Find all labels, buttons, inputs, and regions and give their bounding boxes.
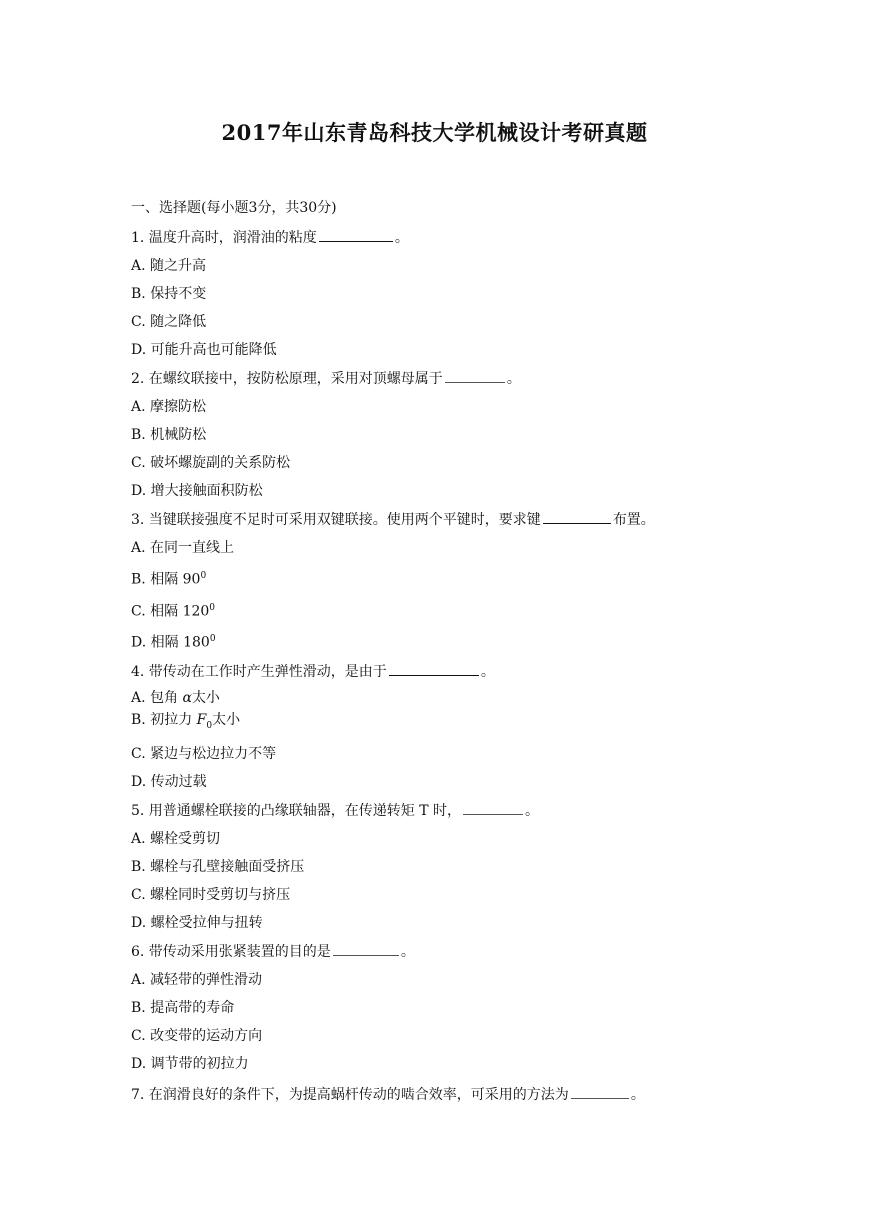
option: C. 破坏螺旋副的关系防松 — [131, 455, 291, 471]
question-1-stem: 1. 温度升高时，润滑油的粘度 。 — [131, 227, 811, 248]
question-2-stem: 2. 在螺纹联接中，按防松原理，采用对顶螺母属于 。 — [131, 368, 811, 389]
option: D. 螺栓受拉伸与扭转 — [131, 914, 263, 931]
option: B. 提高带的寿命 — [131, 999, 235, 1016]
answer-blank — [571, 1084, 629, 1099]
option: B. 保持不变 — [131, 286, 207, 302]
option: B. 初拉力 $F_0$太小 — [131, 711, 241, 731]
option: D. 增大接触面积防松 — [131, 483, 263, 499]
option: A. 包角 α太小 — [131, 689, 220, 706]
answer-blank — [319, 227, 393, 242]
option: C. 紧边与松边拉力不等 — [131, 745, 277, 762]
option: B. 机械防松 — [131, 427, 207, 443]
answer-blank — [445, 368, 505, 383]
option: C. 随之降低 — [131, 314, 207, 330]
question-3-stem: 3. 当键联接强度不足时可采用双键联接。使用两个平键时，要求键 布置。 — [131, 509, 811, 530]
option: D. 传动过载 — [131, 773, 207, 790]
option: B. 相隔 $90^0$ — [131, 571, 207, 588]
option: A. 减轻带的弹性滑动 — [131, 971, 263, 988]
option: C. 改变带的运动方向 — [131, 1027, 263, 1044]
question-5-stem: 5. 用普通螺栓联接的凸缘联轴器，在传递转矩 T 时， 。 — [131, 800, 811, 821]
option: D. 可能升高也可能降低 — [131, 342, 277, 358]
question-list — [131, 198, 811, 1105]
option: C. 相隔 $120^0$ — [131, 602, 216, 620]
option: D. 相隔 $180^0$ — [131, 634, 216, 651]
option: B. 螺栓与孔壁接触面受挤压 — [131, 858, 305, 875]
option: C. 螺栓同时受剪切与挤压 — [131, 886, 291, 903]
answer-blank — [389, 661, 479, 676]
document-title: 2017年山东青岛科技大学机械设计考研真题 — [221, 120, 648, 145]
answer-blank — [333, 941, 399, 956]
question-4-stem: 4. 带传动在工作时产生弹性滑动，是由于 。 — [131, 661, 811, 682]
question-7-stem: 7. 在润滑良好的条件下，为提高蜗杆传动的啮合效率，可采用的方法为 。 — [131, 1084, 811, 1105]
option: A. 随之升高 — [131, 258, 207, 274]
option: A. 在同一直线上 — [131, 540, 235, 556]
option: A. 螺栓受剪切 — [131, 830, 221, 847]
option: D. 调节带的初拉力 — [131, 1055, 249, 1072]
section-heading: 一、选择题(每小题3分，共30分) — [131, 200, 337, 216]
question-6-stem: 6. 带传动采用张紧装置的目的是 。 — [131, 941, 811, 962]
option: A. 摩擦防松 — [131, 399, 207, 415]
answer-blank — [463, 800, 523, 815]
answer-blank — [543, 509, 611, 524]
